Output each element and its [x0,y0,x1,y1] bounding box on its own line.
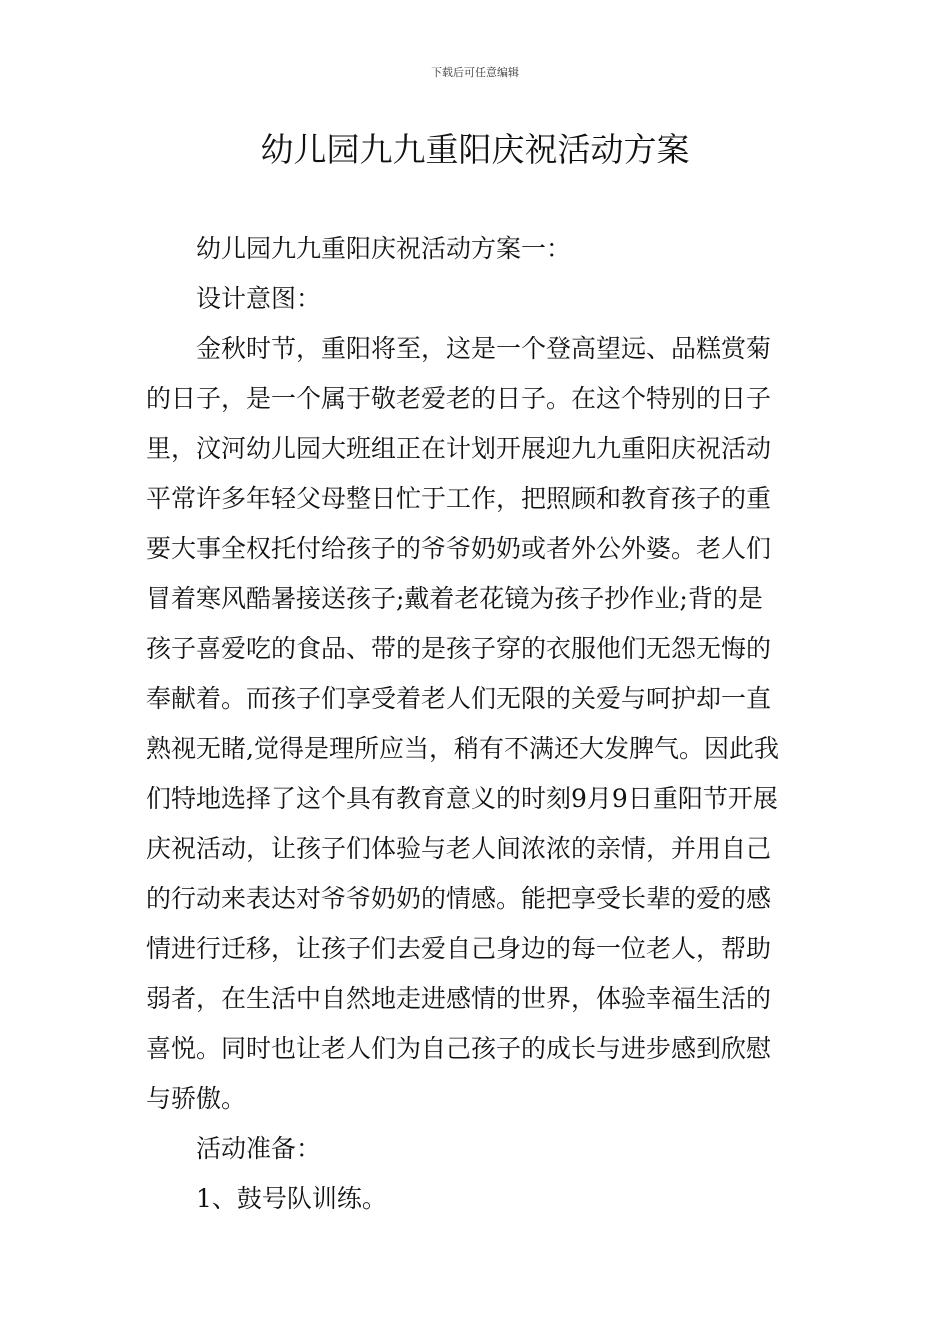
paragraph-design-intent-body [146,324,810,1124]
paragraph-design-intent-heading [146,274,810,324]
text-line: 要大事全权托付给孩子的爷爷奶奶或者外公外婆。老人们 [146,534,772,563]
document-title: 幼儿园九九重阳庆祝活动方案 [260,130,690,169]
text-line: 情进行迁移，让孩子们去爱自己身边的每一位老人，帮助 [146,934,772,963]
text-line: 奉献着。而孩子们享受着老人们无限的关爱与呵护却一直 [146,684,772,713]
text-line: 1、鼓号队训练。 [196,1184,387,1213]
paragraph-plan-heading [146,224,810,274]
text-line: 弱者，在生活中自然地走进感情的世界，体验幸福生活的 [146,984,772,1013]
text-line: 金秋时节，重阳将至，这是一个登高望远、品糕赏菊 [196,334,772,363]
text-line: 活动准备： [196,1134,322,1163]
document-body [146,224,810,1224]
text-line: 熟视无睹,觉得是理所应当，稍有不满还大发脾气。因此我 [146,734,779,763]
text-line: 孩子喜爱吃的食品、带的是孩子穿的衣服他们无怨无悔的 [146,634,772,663]
paragraph-preparation-item-1 [146,1174,810,1224]
text-line: 幼儿园九九重阳庆祝活动方案一： [196,234,572,263]
text-line: 里，汶河幼儿园大班组正在计划开展迎九九重阳庆祝活动 [146,434,772,463]
text-line: 的日子，是一个属于敬老爱老的日子。在这个特别的日子 [146,384,772,413]
text-line: 冒着寒风酷暑接送孩子;戴着老花镜为孩子抄作业;背的是 [146,584,763,613]
text-line: 的行动来表达对爷爷奶奶的情感。能把享受长辈的爱的感 [146,884,772,913]
text-line: 设计意图： [196,284,322,313]
text-line: 们特地选择了这个具有教育意义的时刻9月9日重阳节开展 [146,784,778,813]
paragraph-preparation-heading [146,1124,810,1174]
text-line: 庆祝活动，让孩子们体验与老人间浓浓的亲情，并用自己 [146,834,772,863]
text-line: 平常许多年轻父母整日忙于工作，把照顾和教育孩子的重 [146,484,772,513]
text-line: 与骄傲。 [146,1084,247,1113]
header-note: 下载后可任意编辑 [431,66,519,79]
text-line: 喜悦。同时也让老人们为自己孩子的成长与进步感到欣慰 [146,1034,772,1063]
